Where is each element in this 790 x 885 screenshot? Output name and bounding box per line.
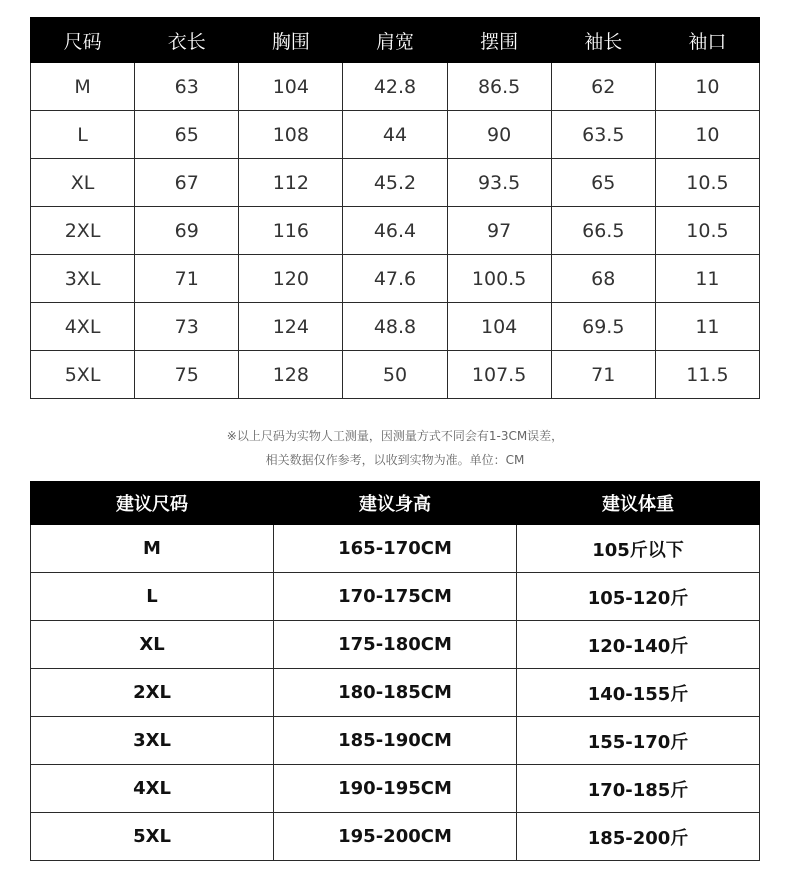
recommendation-row: [31, 669, 760, 717]
header-recommended-height: 建议身高: [274, 482, 517, 525]
header-recommended-weight: 建议体重: [517, 482, 760, 525]
table-cell: 71: [551, 351, 655, 399]
table-cell: 128: [239, 351, 343, 399]
table-cell: XL: [31, 621, 274, 669]
recommendation-row: [31, 765, 760, 813]
table-cell: 11: [655, 255, 759, 303]
table-cell: 10.5: [655, 207, 759, 255]
recommendation-row: [31, 621, 760, 669]
table-cell: 68: [551, 255, 655, 303]
table-cell: 75: [135, 351, 239, 399]
table-cell: 5XL: [31, 813, 274, 861]
table-cell: 42.8: [343, 63, 447, 111]
table-cell: 66.5: [551, 207, 655, 255]
table-cell: 10: [655, 63, 759, 111]
table-cell: 90: [447, 111, 551, 159]
table-cell: 120-140斤: [517, 621, 760, 669]
table-cell: 65: [551, 159, 655, 207]
table-cell: 97: [447, 207, 551, 255]
table-cell: M: [31, 525, 274, 573]
table-cell: 50: [343, 351, 447, 399]
table-cell: 108: [239, 111, 343, 159]
table-cell: 62: [551, 63, 655, 111]
table-cell: 116: [239, 207, 343, 255]
table-cell: 190-195CM: [274, 765, 517, 813]
table-cell: 120: [239, 255, 343, 303]
size-row: [31, 63, 760, 111]
table-cell: 124: [239, 303, 343, 351]
table-cell: 63: [135, 63, 239, 111]
table-cell: 104: [447, 303, 551, 351]
table-cell: 11.5: [655, 351, 759, 399]
table-cell: XL: [31, 159, 135, 207]
size-chart-table: [30, 17, 760, 399]
size-chart-header-row: [31, 18, 760, 63]
table-cell: 170-185斤: [517, 765, 760, 813]
table-cell: 185-200斤: [517, 813, 760, 861]
header-length: 衣长: [135, 18, 239, 63]
size-row: [31, 303, 760, 351]
table-cell: 175-180CM: [274, 621, 517, 669]
table-cell: 105斤以下: [517, 525, 760, 573]
table-cell: 46.4: [343, 207, 447, 255]
table-cell: 165-170CM: [274, 525, 517, 573]
table-cell: 11: [655, 303, 759, 351]
table-cell: 112: [239, 159, 343, 207]
measurement-note-line-2: 相关数据仅作参考，以收到实物为准。单位：CM: [265, 453, 525, 467]
header-hem: 摆围: [447, 18, 551, 63]
table-cell: 5XL: [31, 351, 135, 399]
table-cell: 4XL: [31, 303, 135, 351]
table-cell: 107.5: [447, 351, 551, 399]
table-cell: 155-170斤: [517, 717, 760, 765]
table-cell: 69.5: [551, 303, 655, 351]
table-cell: 93.5: [447, 159, 551, 207]
table-cell: 4XL: [31, 765, 274, 813]
size-row: [31, 351, 760, 399]
table-cell: 65: [135, 111, 239, 159]
table-cell: 100.5: [447, 255, 551, 303]
measurement-note-line-1: ※以上尺码为实物人工测量，因测量方式不同会有1-3CM误差，: [226, 429, 564, 443]
header-chest: 胸围: [239, 18, 343, 63]
table-cell: 195-200CM: [274, 813, 517, 861]
recommendation-row: [31, 717, 760, 765]
table-cell: 140-155斤: [517, 669, 760, 717]
table-cell: 2XL: [31, 669, 274, 717]
table-cell: 86.5: [447, 63, 551, 111]
table-cell: 3XL: [31, 255, 135, 303]
header-size: 尺码: [31, 18, 135, 63]
recommendation-header-row: [31, 482, 760, 525]
table-cell: 44: [343, 111, 447, 159]
table-cell: 105-120斤: [517, 573, 760, 621]
table-cell: 67: [135, 159, 239, 207]
recommendation-row: [31, 813, 760, 861]
table-cell: 48.8: [343, 303, 447, 351]
header-cuff: 袖口: [655, 18, 759, 63]
table-cell: 104: [239, 63, 343, 111]
table-cell: 63.5: [551, 111, 655, 159]
recommendation-row: [31, 573, 760, 621]
table-cell: 2XL: [31, 207, 135, 255]
table-cell: 69: [135, 207, 239, 255]
size-row: [31, 255, 760, 303]
table-cell: 185-190CM: [274, 717, 517, 765]
table-cell: 3XL: [31, 717, 274, 765]
table-cell: L: [31, 111, 135, 159]
header-recommended-size: 建议尺码: [31, 482, 274, 525]
table-cell: L: [31, 573, 274, 621]
header-sleeve-length: 袖长: [551, 18, 655, 63]
table-cell: 47.6: [343, 255, 447, 303]
size-row: [31, 111, 760, 159]
size-row: [31, 207, 760, 255]
table-cell: 45.2: [343, 159, 447, 207]
size-row: [31, 159, 760, 207]
table-cell: 170-175CM: [274, 573, 517, 621]
table-cell: 71: [135, 255, 239, 303]
header-shoulder: 肩宽: [343, 18, 447, 63]
recommendation-table: [30, 481, 760, 861]
recommendation-row: [31, 525, 760, 573]
table-cell: M: [31, 63, 135, 111]
table-cell: 10.5: [655, 159, 759, 207]
table-cell: 73: [135, 303, 239, 351]
table-cell: 10: [655, 111, 759, 159]
table-cell: 180-185CM: [274, 669, 517, 717]
